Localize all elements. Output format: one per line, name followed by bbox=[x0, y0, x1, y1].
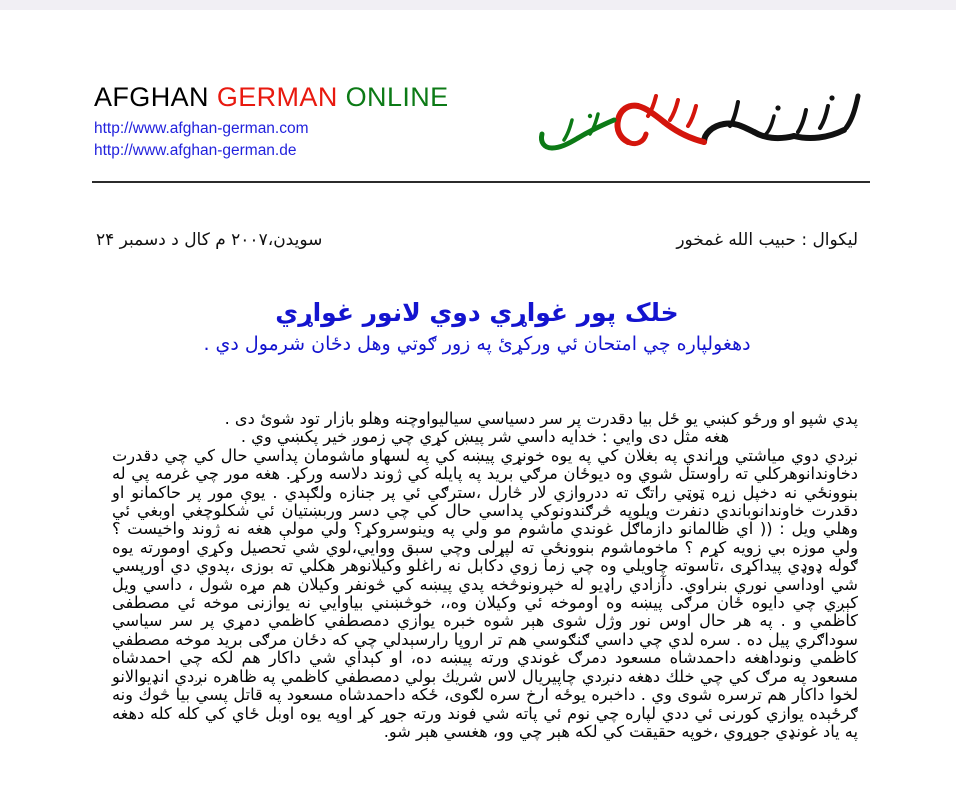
brand-word-online: ONLINE bbox=[345, 82, 449, 112]
brand-word-german: GERMAN bbox=[216, 82, 338, 112]
title-block bbox=[96, 298, 858, 356]
byline bbox=[96, 228, 858, 252]
article-body bbox=[112, 410, 858, 741]
article-paragraph: پدي شپو او ورځو كښي يو ځل بيا دقدرت پر سر دسياسي سياليواوچنه وهلو بازار تود شوئ دى . bbox=[224, 409, 858, 428]
article-subtitle: دهغولپاره چي امتحان ئي وركړئ په زور ګوتي وهل دځان شرمول دي . bbox=[203, 332, 751, 355]
top-browser-strip bbox=[0, 0, 956, 10]
masthead-divider bbox=[92, 181, 870, 183]
logo-calligraphy-icon bbox=[528, 76, 878, 168]
afghan-german-online-logo bbox=[528, 76, 878, 168]
site-masthead bbox=[0, 76, 956, 168]
byline-place-date: سویدن،۲۰۰۷ م کال د دسمبر ۲۴ bbox=[96, 230, 323, 250]
site-url-de[interactable]: http://www.afghan-german.de bbox=[94, 142, 297, 159]
site-url-list bbox=[94, 118, 524, 162]
byline-author: لیکوال : حبیب الله غمخور bbox=[676, 230, 858, 250]
brand-word-afghan: AFGHAN bbox=[94, 82, 209, 112]
article-title: خلک پور غواړي دوي لانور غواړي bbox=[275, 298, 679, 327]
article-paragraph: نږدي دوي مياشتي وړاندي په بغلان كي په يوه خونړي پيښه كي په لسهاو ماشومان پداسي حال كي چي دقدرت دخاوندانوهركلي ته راوستل شوي وه ديوځان مرګي بريد په پايله كي ژوند دلاسه وركړ. هغه مور چي غرمه پي له بنوونځي نه دخپل زړه ټوټي راتګ ته ددروازي لار څارل ،سترګي ئي پر جنازه ولګېدي . يوې مور پر حاكمانو او دقدرت خاوندانوباندي دنفرت ويلوپه څرګندونوكي پداسي حال كي چي دسر وربښتيان ئي شكلوچغي اوبغي ئي وهلي ويل : (( اي ظالمانو دازماګل غوندي ماشوم مو ولي په وينوسروكړ؟ ولي مولې هغه نه ژوند واخيست ؟ ولي موزه بي زويه كړم ؟ ماخوماشوم بنوونځي ته لپړلى وچي سبق ووايي،لوي شي تحصيل وكړي اومورته يوه ګوله ډوډي پيداكړى ،تاسوته چاويلي وه چي زما زوي دكابل نه راغلو وكيلانوهر هكلي ته بوزى ،پدوي دي اورپسي شي اوداسي نوري بنراوي. دآزادي راډيو له خپرونوڅخه پدي پيښه كي څونفر وكيلان هم مړه شول ، داسي ويل كېږي چي دايوه ځان مرګى پيښه وه اوموخه ئي وكيلان وه،، خوڅښني بياوايي نه يوازنى موخه ئي مصطفى كاظمي و . په هر حال اوس نور وژل شوى هېر شوه خبره يوازي دمصطفي كاظمي دمړي پر سر سياسي سوداګري پيل ده . سره لدي چي داسي ګنګوسي هم تر اروپا رارسېدلي چي كه دځان مرګى بريد موخه مصطفي كاظمي ونوداهغه داحمدشاه مسعود دمرګ غوندي ورته پيښه ده، او كېداي شي داكار هم لكه چي احمدشاه مسعود په مرګ كي چي خلك دهغه دنږدي چاپيريال لاس شريك بولي دمصطفي كاظمي په ظاهره نږدي انډيوالانو لخوا داكار هم ترسره شوى وي . داخبره يوځه ارخ سره لګوى، ځكه داحمدشاه مسعود په قاتل پسي بيا څوك ونه ګرځېده يوازي كورنى ئي ددي لپاره چي نوم ئي پاته شي فوند ورته جوړ كړ اوپه يوه اوبل ځاي كي كله كله دهغه په ياد غونډي جوړوي ،خوپه حقيقت كي لكه هېر چي وو، هغسي هېر شو. bbox=[112, 445, 858, 741]
site-title bbox=[94, 84, 524, 111]
article-paragraph: هغه مثل دى وايي : خدايه داسي شر پيښ كړي چي زموږ خير پكښي وي . bbox=[240, 427, 730, 447]
site-url-com[interactable]: http://www.afghan-german.com bbox=[94, 120, 309, 137]
document-page bbox=[0, 10, 956, 810]
brand-block bbox=[94, 84, 524, 162]
